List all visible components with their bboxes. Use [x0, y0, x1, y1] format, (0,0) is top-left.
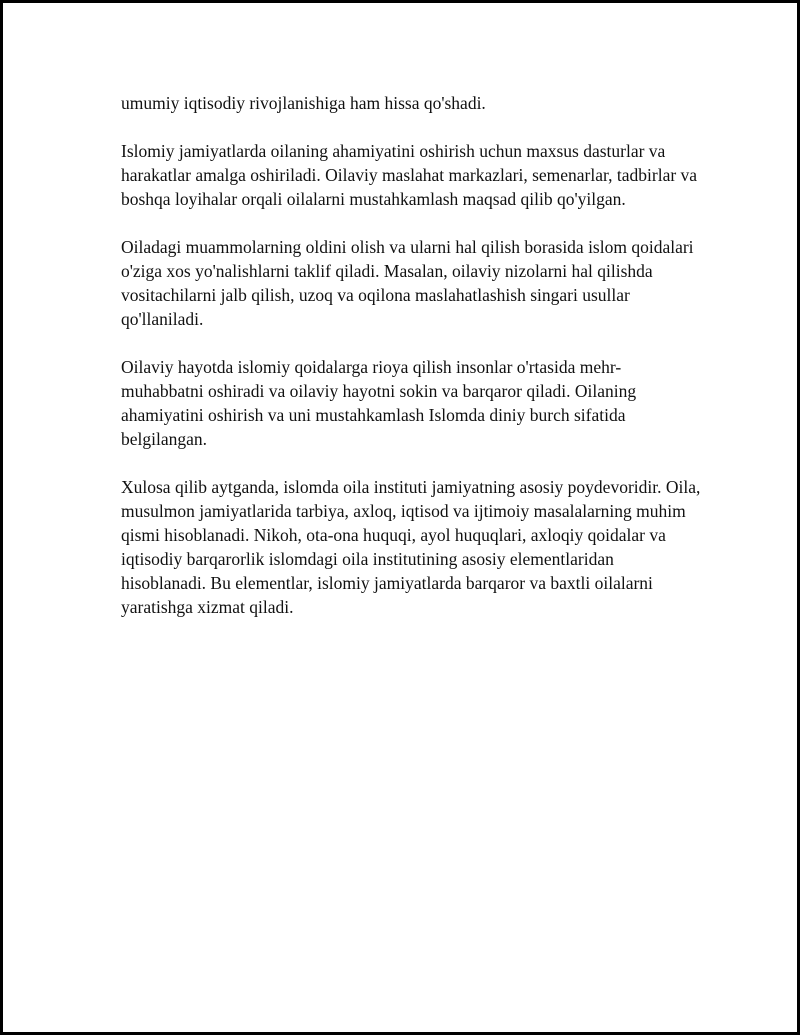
paragraph-conflict-resolution: Oiladagi muammolarning oldini olish va ularni hal qilish borasida islom qoidalari o'ziga xos yo'nalishlarni taklif qiladi. Masalan, oilaviy nizolarni hal qilishda vositachilarni jalb qilish, uzoq va oqilona maslahatlashish singari usullar qo'llaniladi.: [121, 237, 694, 329]
paragraph-family-life: Oilaviy hayotda islomiy qoidalarga rioya qilish insonlar o'rtasida mehr-muhabbatni oshiradi va oilaviy hayotni sokin va barqaror qiladi. Oilaning ahamiyatini oshirish va uni mustahkamlash Islomda diniy burch sifatida belgilangan.: [121, 357, 637, 449]
paragraph-continuation: umumiy iqtisodiy rivojlanishiga ham hissa qo'shadi.: [121, 93, 486, 113]
paragraph-conclusion: Xulosa qilib aytganda, islomda oila instituti jamiyatning asosiy poydevoridir. Oila, musulmon jamiyatlarida tarbiya, axloq, iqtisod va ijtimoiy masalalarning muhim qismi hisoblanadi. Nikoh, ota-ona huquqi, ayol huquqlari, axloqiy qoidalar va iqtisodiy barqarorlik islomdagi oila institutining asosiy elementlaridan hisoblanadi. Bu elementlar, islomiy jamiyatlarda barqaror va baxtli oilalarni yaratishga xizmat qiladi.: [121, 477, 701, 617]
document-body: [121, 91, 701, 643]
paragraph-family-programs: Islomiy jamiyatlarda oilaning ahamiyatini oshirish uchun maxsus dasturlar va harakatlar amalga oshiriladi. Oilaviy maslahat markazlari, semenarlar, tadbirlar va boshqa loyihalar orqali oilalarni mustahkamlash maqsad qilib qo'yilgan.: [121, 141, 698, 209]
